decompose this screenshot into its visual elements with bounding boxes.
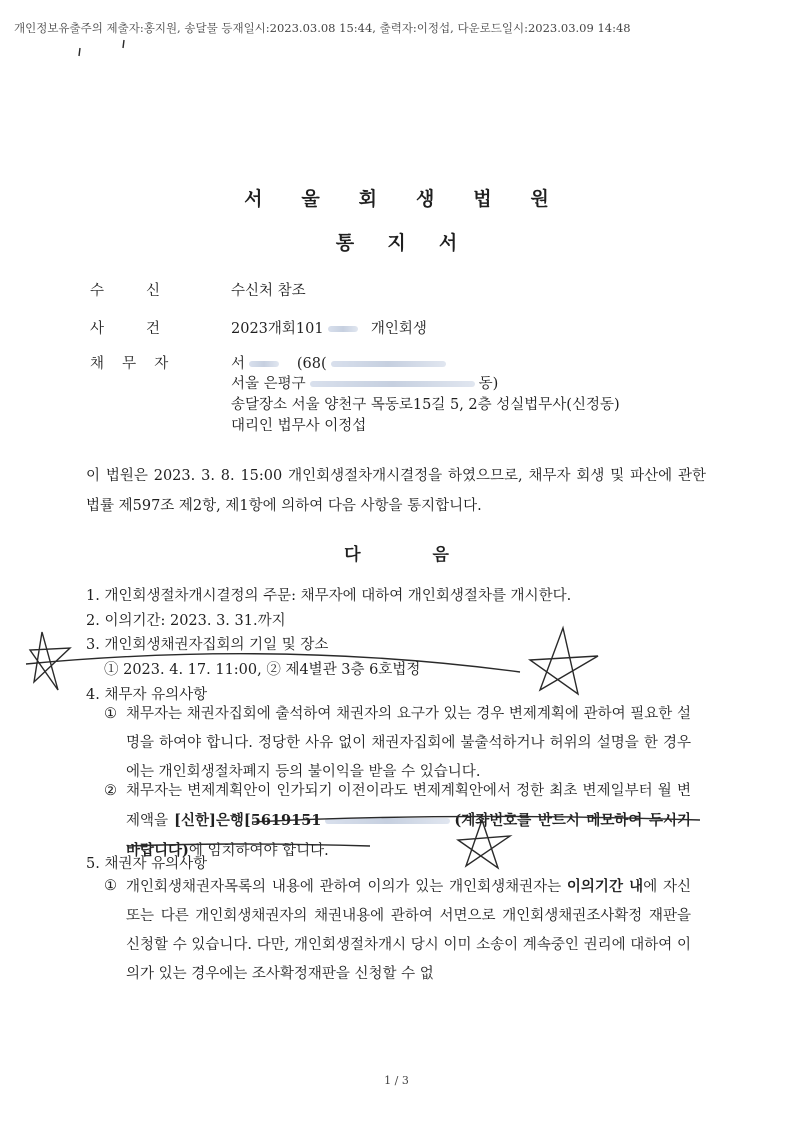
item-5: 5. 채권자 유의사항 [86,856,208,872]
heading-da: 다 [344,545,361,565]
debtor-address-start: 서울 은평구 [231,376,306,392]
item-4-2-text-a: 채무자는 변제계획안이 인가되기 이전이라도 변제계획안에서 정한 최초 변제일부터 월 변제액을 [126,783,691,829]
bank-name-account: [신한]은행[5619151 [174,812,322,829]
case-value [231,317,427,338]
debtor-label: 채무자 [90,356,187,372]
service-place: 송달장소 서울 양천구 목동로15길 5, 2층 성실법무사(신정동) [231,397,620,413]
debtor-address-end: 동) [478,376,499,392]
item-5-1-marker: ① [104,878,117,894]
item-4-2 [126,777,691,866]
item-4-1-marker: ① [104,706,117,722]
agent: 대리인 법무사 이정섭 [231,418,367,434]
case-number: 2023개회101 [231,321,324,337]
item-5-1-text-b: 에 자신 또는 다른 개인회생채권자의 채권내용에 관하여 서면으로 개인회생채권조사확정 재판을 신청할 수 있습니다. 다만, 개인회생절차개시 당시 이미 소송이 계속중인 권리에 대하여 이의가 있는 경우에는 조사확정재판을 신청할 수 없 [126,879,691,982]
debtor-name-row [231,352,450,373]
item-1: 1. 개인회생절차개시결정의 주문: 채무자에 대하여 개인회생절차를 개시한다. [86,588,572,604]
item-4-2-marker: ② [104,783,117,799]
document-title: 통 지 서 [335,232,471,254]
intro-paragraph: 이 법원은 2023. 3. 8. 15:00 개인회생절차개시결정을 하였으므로, 채무자 회생 및 파산에 관한 법률 제597조 제2항, 제1항에 의하여 다음 사항을 통지합니다. [86,468,706,514]
print-metadata-line: 개인정보유출주의 제출자:홍지원, 송달물 등재일시:2023.03.08 15:44, 출력자:이정섭, 다운로드일시:2023.03.09 14:48 [14,21,631,35]
court-name: 서 울 회 생 법 원 [244,188,565,210]
redaction-mark [249,361,279,367]
objection-period-emphasis: 이의기간 내 [566,878,644,895]
debtor-name: 서 [231,356,246,372]
star-scribble [530,628,598,694]
recipient-label: 수신 [90,283,203,299]
item-5-1 [126,872,691,989]
item-4-2-text-b: 에 임치하여야 합니다. [188,843,329,859]
case-type: 개인회생 [370,321,427,337]
redaction-mark [325,818,450,824]
item-4-1: 채무자는 채권자집회에 출석하여 채권자의 요구가 있는 경우 변제계획에 관하여 필요한 설명을 하여야 합니다. 정당한 사유 없이 채권자집회에 불출석하거나 허위의 설명을 한 경우에는 개인회생절차폐지 등의 불이익을 받을 수 있습니다. [126,706,691,780]
section-heading [0,540,793,565]
item-3-detail: ① 2023. 4. 17. 11:00, ② 제4별관 3층 6호법정 [104,662,421,678]
redaction-mark [328,326,358,332]
case-label: 사건 [90,321,203,337]
redaction-mark [310,381,475,387]
heading-eum: 음 [432,545,449,565]
item-2: 2. 이의기간: 2023. 3. 31.까지 [86,613,286,629]
redaction-mark [331,361,446,367]
item-5-1-text-a: 개인회생채권자목록의 내용에 관하여 이의가 있는 개인회생채권자는 [126,879,567,895]
page-number: 1 / 3 [384,1074,409,1087]
account-note: (계좌번호를 반드시 메모하여 두시기 바랍니다) [126,812,691,859]
item-4: 4. 채무자 유의사항 [86,687,208,703]
stray-mark [79,48,80,56]
debtor-address [231,372,498,393]
debtor-id: (68( [296,356,327,372]
stray-mark [123,40,124,48]
item-3: 3. 개인회생채권자집회의 기일 및 장소 [86,637,329,653]
star-scribble [30,632,70,690]
recipient-value: 수신처 참조 [231,283,306,299]
